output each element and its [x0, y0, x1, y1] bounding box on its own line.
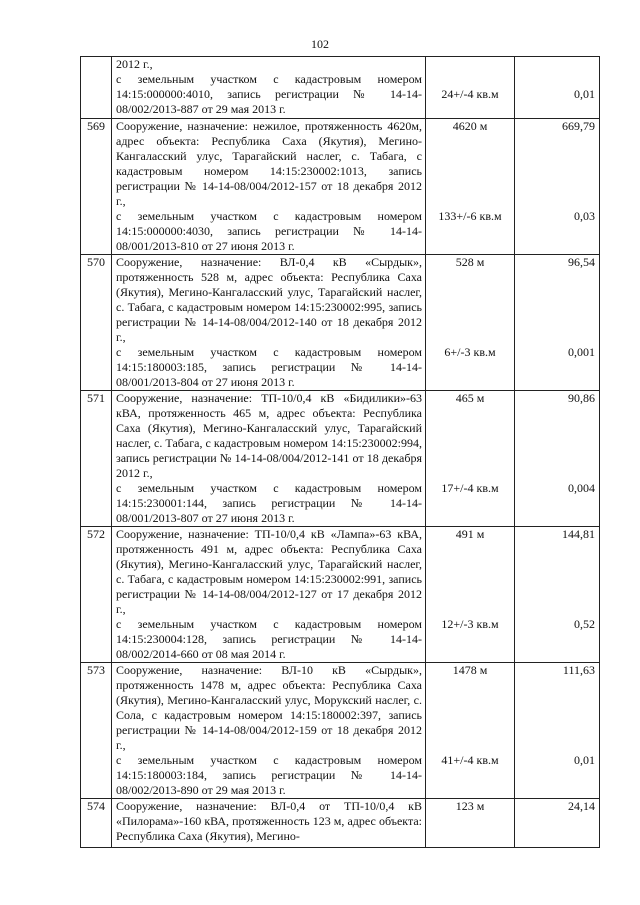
object-description — [112, 391, 426, 527]
land-plot-value: 0,004 — [568, 481, 595, 495]
row-number: 569 — [81, 119, 112, 255]
object-description — [112, 527, 426, 663]
land-plot-text: с земельным участком с кадастровым номером 14:15:230001:144, запись регистрации № 14-14-08/001/2013-807 от 27 июня 2013 г. — [116, 481, 422, 525]
structure-text: Сооружение, назначение: ТП-10/0,4 кВ «Лампа»-63 кВА, протяженность 491 м, адрес объекта: Республика Саха (Якутия), Мегино-Кангаласский улус, Тарагайский наслег, с. Табага, с кадастровым номером 14:15:230002:991, запись регистрации № 14-14-08/004/2012-127 от 17 декабря 2012 г., — [116, 527, 422, 616]
object-description — [112, 799, 426, 848]
value-cell — [515, 119, 600, 255]
row-number — [81, 57, 112, 119]
structure-value: 96,54 — [568, 255, 595, 269]
table-body — [81, 57, 600, 848]
land-plot-area: 12+/-3 кв.м — [441, 617, 499, 631]
table-row — [81, 119, 600, 255]
land-plot-text: с земельным участком с кадастровым номером 14:15:000000:4010, запись регистрации № 14-14-08/002/2013-887 от 29 мая 2013 г. — [116, 72, 422, 116]
land-plot-text: с земельным участком с кадастровым номером 14:15:230004:128, запись регистрации № 14-14-08/002/2014-660 от 08 мая 2014 г. — [116, 617, 422, 661]
structure-extent: 465 м — [455, 391, 485, 405]
land-plot-area: 133+/-6 кв.м — [438, 209, 502, 223]
extent-cell — [426, 527, 515, 663]
land-plot-area: 6+/-3 кв.м — [444, 345, 496, 359]
land-plot-value: 0,01 — [574, 87, 595, 101]
value-cell — [515, 255, 600, 391]
structure-text: Сооружение, назначение: ТП-10/0,4 кВ «Бидилики»-63 кВА, протяженность 465 м, адрес объекта: Республика Саха (Якутия), Мегино-Кангаласский улус, Тарагайский наслег, с. Табага, с кадастровым номером 14:15:230002:994, запись регистрации № 14-14-08/004/2012-141 от 18 декабря 2012 г., — [116, 391, 422, 480]
object-description — [112, 255, 426, 391]
extent-cell — [426, 391, 515, 527]
value-cell — [515, 391, 600, 527]
value-cell — [515, 57, 600, 119]
structure-extent — [426, 57, 514, 72]
structure-value: 90,86 — [568, 391, 595, 405]
table-row — [81, 391, 600, 527]
row-number: 571 — [81, 391, 112, 527]
land-plot-value: 0,03 — [574, 209, 595, 223]
structure-text: Сооружение, назначение: ВЛ-10 кВ «Сырдык», протяженность 1478 м, адрес объекта: Республика Саха (Якутия), Мегино-Кангаласский улус, Морукский наслег, с. Сола, с кадастровым номером 14:15:180002:397, запись регистрации № 14-14-08/004/2012-159 от 18 декабря 2012 г., — [116, 663, 422, 752]
property-registry-table — [80, 56, 600, 848]
row-number: 570 — [81, 255, 112, 391]
land-plot-text: с земельным участком с кадастровым номером 14:15:180003:185, запись регистрации № 14-14-08/001/2013-804 от 27 июня 2013 г. — [116, 345, 422, 389]
value-cell — [515, 527, 600, 663]
land-plot-value: 0,52 — [574, 617, 595, 631]
extent-cell — [426, 57, 515, 119]
structure-extent: 123 м — [455, 799, 485, 813]
object-description — [112, 57, 426, 119]
structure-value: 111,63 — [562, 663, 595, 677]
extent-cell — [426, 255, 515, 391]
land-plot-area: 17+/-4 кв.м — [441, 481, 499, 495]
extent-cell — [426, 663, 515, 799]
land-plot-value: 0,001 — [568, 345, 595, 359]
structure-text: Сооружение, назначение: ВЛ-0,4 кВ «Сырдык», протяженность 528 м, адрес объекта: Республика Саха (Якутия), Мегино-Кангаласский улус, Тарагайский наслег, с. Табага, с кадастровым номером 14:15:230002:995, запись регистрации № 14-14-08/004/2012-140 от 18 декабря 2012 г., — [116, 255, 422, 344]
extent-cell — [426, 119, 515, 255]
structure-value: 24,14 — [568, 799, 595, 813]
structure-extent: 4620 м — [452, 119, 488, 133]
structure-value — [515, 57, 595, 72]
structure-value: 144,81 — [562, 527, 595, 541]
page-number: 102 — [311, 37, 329, 51]
land-plot-text: с земельным участком с кадастровым номером 14:15:000000:4030, запись регистрации № 14-14-08/001/2013-810 от 27 июня 2013 г. — [116, 209, 422, 253]
row-number: 572 — [81, 527, 112, 663]
land-plot-area: 24+/-4 кв.м — [441, 87, 499, 101]
value-cell — [515, 799, 600, 848]
table-row — [81, 663, 600, 799]
structure-text: 2012 г., — [116, 57, 153, 71]
structure-text: Сооружение, назначение: ВЛ-0,4 от ТП-10/0,4 кВ «Пилорама»-160 кВА, протяженность 123 м, адрес объекта: Республика Саха (Якутия), Мегино- — [116, 799, 422, 843]
value-cell — [515, 663, 600, 799]
structure-text: Сооружение, назначение: нежилое, протяженность 4620м, адрес объекта: Республика Саха (Якутия), Мегино-Кангаласский улус, Тарагайский наслег, с. Табага, с кадастровым номером 14:15:230002:1013, запись регистрации № 14-14-08/004/2012-157 от 18 декабря 2012 г., — [116, 119, 422, 208]
structure-extent: 1478 м — [452, 663, 488, 677]
object-description — [112, 663, 426, 799]
table-row — [81, 799, 600, 848]
structure-extent: 528 м — [455, 255, 485, 269]
structure-value: 669,79 — [562, 119, 595, 133]
row-number: 574 — [81, 799, 112, 848]
table-row — [81, 255, 600, 391]
extent-cell — [426, 799, 515, 848]
table-row — [81, 527, 600, 663]
land-plot-text: с земельным участком с кадастровым номером 14:15:180003:184, запись регистрации № 14-14-08/002/2013-890 от 29 мая 2013 г. — [116, 753, 422, 797]
object-description — [112, 119, 426, 255]
table-row — [81, 57, 600, 119]
structure-extent: 491 м — [455, 527, 485, 541]
land-plot-value: 0,01 — [574, 753, 595, 767]
land-plot-area: 41+/-4 кв.м — [441, 753, 499, 767]
row-number: 573 — [81, 663, 112, 799]
